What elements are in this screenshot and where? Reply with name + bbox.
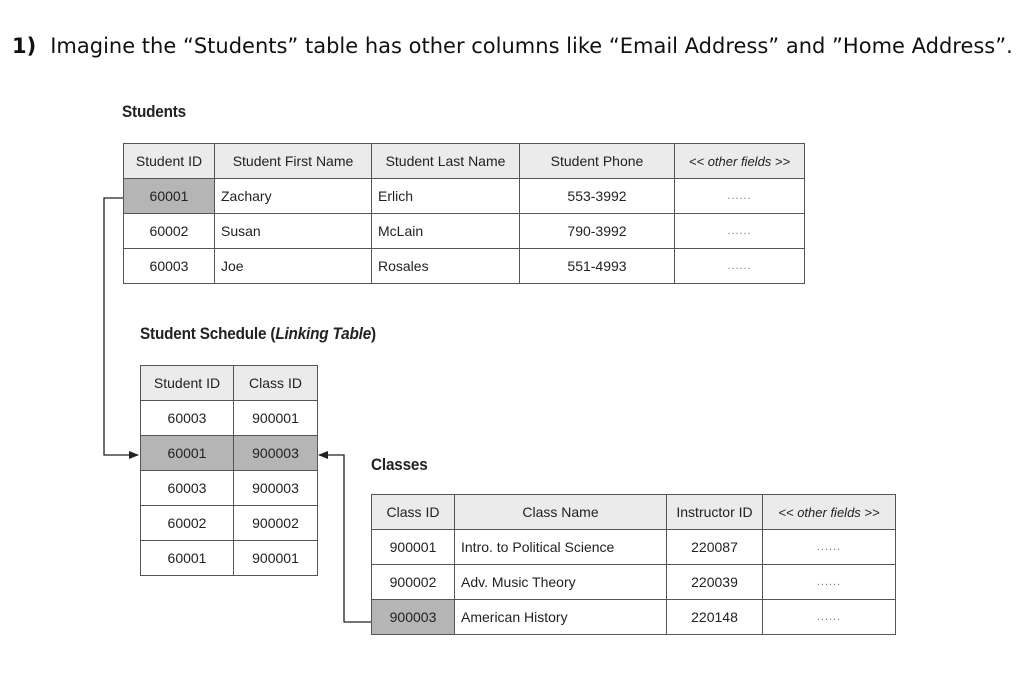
schedule-header-cell: Class ID bbox=[234, 366, 318, 401]
schedule-student-cell: 60001 bbox=[141, 541, 234, 576]
schedule-student-cell: 60002 bbox=[141, 506, 234, 541]
schedule-class-cell: 900002 bbox=[234, 506, 318, 541]
student-last-cell: McLain bbox=[372, 214, 520, 249]
class-name-cell: Adv. Music Theory bbox=[455, 565, 667, 600]
class-other-cell: ...... bbox=[763, 530, 896, 565]
question-number: 1) bbox=[12, 34, 37, 58]
schedule-title-prefix: Student Schedule ( bbox=[140, 324, 276, 343]
class-instructor-cell: 220148 bbox=[667, 600, 763, 635]
schedule-class-cell: 900003 bbox=[234, 471, 318, 506]
student-id-cell: 60002 bbox=[124, 214, 215, 249]
student-other-cell: ...... bbox=[675, 214, 805, 249]
student-other-cell: ...... bbox=[675, 249, 805, 284]
class-instructor-cell: 220039 bbox=[667, 565, 763, 600]
student-id-cell: 60003 bbox=[124, 249, 215, 284]
classes-title: Classes bbox=[371, 455, 428, 474]
student-to-schedule-connector bbox=[104, 198, 138, 455]
question-body: Imagine the “Students” table has other columns like “Email Address” and ”Home Address”. bbox=[50, 34, 1013, 58]
class-to-schedule-connector bbox=[319, 455, 371, 622]
students-title: Students bbox=[122, 102, 187, 121]
student-phone-cell: 551-4993 bbox=[520, 249, 675, 284]
schedule-student-cell: 60001 bbox=[141, 436, 234, 471]
students-header-cell: Student Phone bbox=[520, 144, 675, 179]
class-name-cell: American History bbox=[455, 600, 667, 635]
classes-header-cell: Class Name bbox=[455, 495, 667, 530]
student-last-cell: Rosales bbox=[372, 249, 520, 284]
schedule-student-cell: 60003 bbox=[141, 401, 234, 436]
student-first-cell: Joe bbox=[215, 249, 372, 284]
student-last-cell: Erlich bbox=[372, 179, 520, 214]
student-id-cell: 60001 bbox=[124, 179, 215, 214]
students-header-cell: Student First Name bbox=[215, 144, 372, 179]
schedule-class-cell: 900003 bbox=[234, 436, 318, 471]
class-other-cell: ...... bbox=[763, 600, 896, 635]
classes-header-cell: << other fields >> bbox=[763, 495, 896, 530]
schedule-title-suffix: ) bbox=[371, 324, 376, 343]
class-name-cell: Intro. to Political Science bbox=[455, 530, 667, 565]
student-first-cell: Susan bbox=[215, 214, 372, 249]
schedule-header-cell: Student ID bbox=[141, 366, 234, 401]
student-phone-cell: 790-3992 bbox=[520, 214, 675, 249]
student-other-cell: ...... bbox=[675, 179, 805, 214]
class-id-cell: 900003 bbox=[372, 600, 455, 635]
classes-header-cell: Instructor ID bbox=[667, 495, 763, 530]
class-id-cell: 900002 bbox=[372, 565, 455, 600]
class-instructor-cell: 220087 bbox=[667, 530, 763, 565]
students-header-cell: Student Last Name bbox=[372, 144, 520, 179]
student-phone-cell: 553-3992 bbox=[520, 179, 675, 214]
student-first-cell: Zachary bbox=[215, 179, 372, 214]
classes-header-cell: Class ID bbox=[372, 495, 455, 530]
class-other-cell: ...... bbox=[763, 565, 896, 600]
schedule-class-cell: 900001 bbox=[234, 541, 318, 576]
schedule-class-cell: 900001 bbox=[234, 401, 318, 436]
students-header-cell: << other fields >> bbox=[675, 144, 805, 179]
schedule-title-italic: Linking Table bbox=[275, 324, 372, 343]
students-header-cell: Student ID bbox=[124, 144, 215, 179]
schedule-student-cell: 60003 bbox=[141, 471, 234, 506]
class-id-cell: 900001 bbox=[372, 530, 455, 565]
